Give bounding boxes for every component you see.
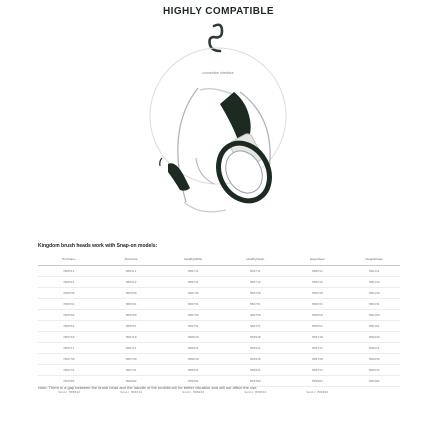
compatibility-headline: Kingdom brush heads work with Snap-on models: [38,243,158,249]
table-cell: HX6550 [38,310,100,321]
table-row [38,321,400,332]
table-cell: HX6711 [162,266,224,277]
column-header: Flex/Care [100,253,162,266]
brush-silhouette-left [160,158,190,191]
table-cell: HX6902 [286,376,348,387]
table-cell: HX6111 [348,266,400,277]
table-cell: HX6551 [100,321,162,332]
table-cell: HX6231 [348,365,400,376]
table-cell: HX6731 [286,365,348,376]
table-cell: HX6730 [286,354,348,365]
table-row [38,343,400,354]
table-cell: HX6730 [162,288,224,299]
table-cell: HX6931 [162,365,224,376]
table-cell: HX6550 [286,310,348,321]
table-cell: HX6712 [224,277,286,288]
column-header: EasyClean [286,253,348,266]
table-cell: HX6730 [100,354,162,365]
table-cell: HX6511 [100,266,162,277]
table-cell: HX6531 [38,299,100,310]
table-cell: HX6512 [286,277,348,288]
table-cell: HX6910 [162,332,224,343]
column-header: Pro/Care+ [38,253,100,266]
table-cell: HX6711 [224,266,286,277]
table-cell: HX9302 [224,376,286,387]
table-cell: HX6551 [38,321,100,332]
table-cell: HX6731 [38,365,100,376]
table-cell: HX6131 [348,299,400,310]
table-cell: HX6911 [224,343,286,354]
table-cell: HX6751 [162,321,224,332]
connector-spring-icon [210,25,223,51]
table-cell: HX6931 [224,365,286,376]
table-cell: HX6150 [348,310,400,321]
table-cell: HX6730 [224,288,286,299]
table-cell: HX6731 [224,299,286,310]
footer-note: Note: There is a gap between the brush head and the handle of the toothbrush for better vibration and will not affect the use. [38,385,258,390]
table-row [38,310,400,321]
table-cell: HX6930 [224,354,286,365]
table-cell: HX6902 [38,376,100,387]
table-cell: HX6211 [348,343,400,354]
page-title: HIGHLY COMPATIBLE [163,6,274,17]
table-cell: HX6750 [162,310,224,321]
table-row [38,277,400,288]
table-row [38,332,400,343]
column-header: Clean&Clean [348,253,400,266]
table-cell: HX6130 [348,288,400,299]
table-row [38,365,400,376]
column-header: HealthyWhite [162,253,224,266]
table-cell: HX6531 [100,299,162,310]
table-row [38,288,400,299]
ring-handle-icon [209,134,280,210]
table-cell: Sonic HX6912 [162,387,224,398]
table-cell: Sonic HX9312 [224,387,286,398]
table-cell: HX6511 [286,266,348,277]
table-cell: HX6512 [100,277,162,288]
table-cell: HX6530 [100,288,162,299]
table-cell: HX6731 [100,365,162,376]
table-cell: HX6710 [100,332,162,343]
table-cell: HX6711 [100,343,162,354]
table-cell: HX6711 [38,343,100,354]
table-row [38,299,400,310]
column-header: HealthyClean [224,253,286,266]
table-cell: HX6530 [38,288,100,299]
table-cell: HX6730 [38,354,100,365]
table-cell: Sonic HX6512 [38,387,100,398]
table-cell: HX6302 [348,376,400,387]
table-cell: HX9302 [162,376,224,387]
table-body [38,266,400,398]
table-cell: HX6210 [348,332,400,343]
compatibility-table [38,253,400,397]
table-cell: HX6731 [162,299,224,310]
table-cell: HX6910 [224,332,286,343]
table-cell: HX6751 [224,321,286,332]
table-cell: HX6930 [162,354,224,365]
connector-curve [196,158,214,184]
table-cell: Sonic HX6912 [286,387,348,398]
table-cell: HX6911 [162,343,224,354]
table-cell: HX6531 [286,299,348,310]
table-row [38,266,400,277]
diagram-caption: connection interface [202,71,234,75]
table-cell: HX6151 [348,321,400,332]
table-cell: HX6711 [286,343,348,354]
table-row [38,354,400,365]
table-cell: HX6511 [38,277,100,288]
table-cell: HX6230 [348,354,400,365]
table-cell: Sonic HX6712 [100,387,162,398]
table-cell: HX6511 [38,266,100,277]
table-cell: HX6902 [100,376,162,387]
table-cell: HX6551 [286,321,348,332]
table-cell: HX6710 [38,332,100,343]
table-cell: HX6112 [348,277,400,288]
table-cell: HX6550 [100,310,162,321]
table-cell: HX6711 [162,277,224,288]
table-cell: HX6530 [286,288,348,299]
table-cell: HX6750 [224,310,286,321]
table-cell: HX6710 [286,332,348,343]
